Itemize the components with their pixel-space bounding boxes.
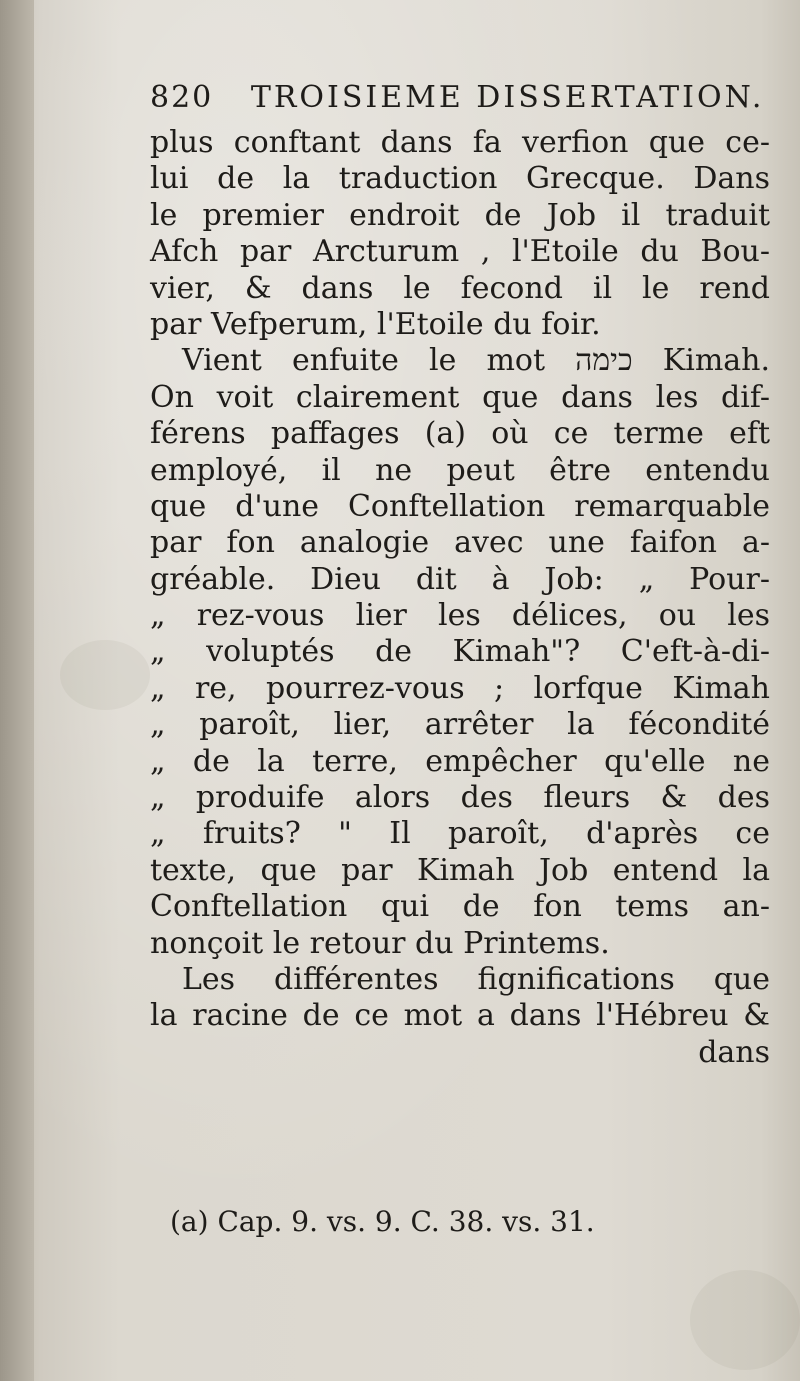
page-number: 820 [150,80,214,115]
text-line: lui de la traduction Grecque. Dans [150,161,770,197]
text-line: texte, que par Kimah Job entend la [150,852,770,888]
text-line: „ produife alors des fleurs & des [150,780,770,816]
body-text [150,125,770,1071]
text-line: „ voluptés de Kimah"? C'eft-à-di- [150,634,770,670]
text-line: par Vefperum, l'Etoile du foir. [150,306,601,342]
text-line: gréable. Dieu dit à Job: „ Pour- [150,561,770,597]
text-line: nonçoit le retour du Printems. [150,925,610,961]
page-gutter-shadow [0,0,34,1381]
text-line: férens paffages (a) où ce terme eft [150,416,770,452]
paper-stain [60,640,150,710]
text-line: employé, il ne peut être entendu [150,452,770,488]
text-line: On voit clairement que dans les dif- [150,379,770,415]
text-line: Afch par Arcturum , l'Etoile du Bou- [150,234,770,270]
paper-stain [690,1270,800,1370]
text-line: „ rez-vous lier les délices, ou les [150,598,770,634]
text-line: le premier endroit de Job il traduit [150,197,770,233]
text-line: „ fruits? " Il paroît, d'après ce [150,816,770,852]
text-line: „ re, pourrez-vous ; lorfque Kimah [150,670,770,706]
text-line: Vient enfuite le mot כימה Kimah. [182,343,771,379]
text-line: Conftellation qui de fon tems an- [150,889,770,925]
text-line: que d'une Conftellation remarquable [150,488,770,524]
footnote: (a) Cap. 9. vs. 9. C. 38. vs. 31. [170,1205,595,1238]
text-line: Les différentes fignifications que [182,961,770,997]
page-header [150,80,765,122]
text-line: la racine de ce mot a dans l'Hébreu & [150,998,770,1034]
text-line: „ de la terre, empêcher qu'elle ne [150,743,770,779]
text-line: vier, & dans le fecond il le rend [150,270,770,306]
text-line: plus conftant dans fa verfion que ce- [150,125,770,160]
text-line: par fon analogie avec une faifon a- [150,525,770,561]
running-head: TROISIEME DISSERTATION. [250,80,765,115]
text-line: dans [698,1034,770,1070]
text-line: „ paroît, lier, arrêter la fécondité [150,707,770,743]
